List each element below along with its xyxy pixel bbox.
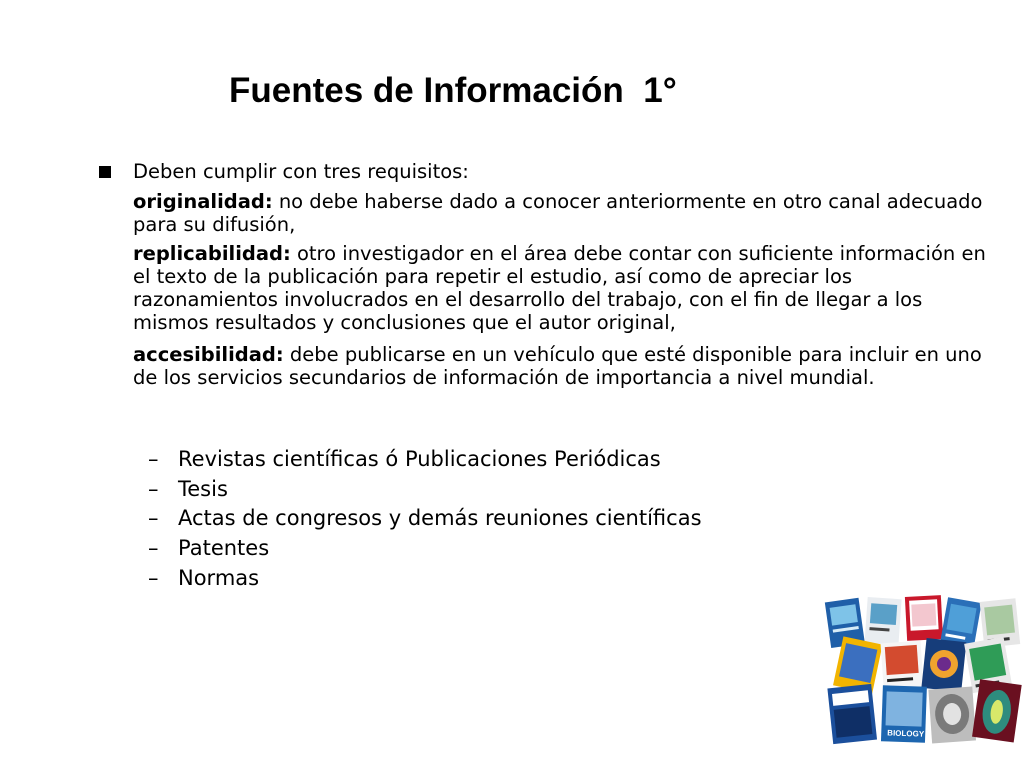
sources-list bbox=[148, 445, 702, 593]
list-item-label: Normas bbox=[178, 565, 260, 590]
dash-bullet: – bbox=[148, 506, 159, 531]
list-item-label: Tesis bbox=[178, 476, 228, 501]
list-item bbox=[148, 564, 702, 594]
list-item-label: Revistas científicas ó Publicaciones Periódicas bbox=[178, 447, 661, 471]
requirement-term: replicabilidad: bbox=[133, 242, 291, 265]
list-item-label: Patentes bbox=[178, 536, 270, 561]
requirement-term: accesibilidad: bbox=[133, 343, 284, 366]
dash-bullet: – bbox=[148, 447, 159, 471]
requirement-text: otro investigador en el área debe contar con suficiente información en el texto de la publicación para repetir el estudio, así como de apreciar los razonamientos involucrados en el desarrollo del trabajo, con el fin de llegar a los mismos resultados y conclusiones que el autor original, bbox=[133, 242, 986, 334]
requirement-text: no debe haberse dado a conocer anteriormente en otro canal adecuado para su difusión, bbox=[133, 190, 983, 236]
svg-text:BIOLOGY: BIOLOGY bbox=[887, 728, 925, 739]
dash-bullet: – bbox=[148, 536, 159, 561]
list-item bbox=[148, 504, 702, 534]
slide-title: Fuentes de Información 1° bbox=[229, 71, 677, 110]
intro-text: Deben cumplir con tres requisitos: bbox=[133, 160, 469, 183]
dash-bullet: – bbox=[148, 565, 159, 590]
requirement-text: debe publicarse en un vehículo que esté disponible para incluir en uno de los servicios secundarios de información de importancia a nivel mundial. bbox=[133, 343, 982, 389]
requirement-originality bbox=[133, 190, 993, 236]
journals-collage-image bbox=[822, 594, 1024, 746]
requirement-term: originalidad: bbox=[133, 190, 273, 213]
dash-bullet: – bbox=[148, 476, 159, 501]
list-item bbox=[148, 445, 702, 475]
list-item bbox=[148, 534, 702, 564]
list-item-label: Actas de congresos y demás reuniones científicas bbox=[178, 506, 702, 531]
requirement-accessibility bbox=[133, 343, 993, 389]
requirement-replicability bbox=[133, 242, 993, 334]
bullet-square-icon bbox=[99, 166, 111, 178]
list-item bbox=[148, 475, 702, 505]
